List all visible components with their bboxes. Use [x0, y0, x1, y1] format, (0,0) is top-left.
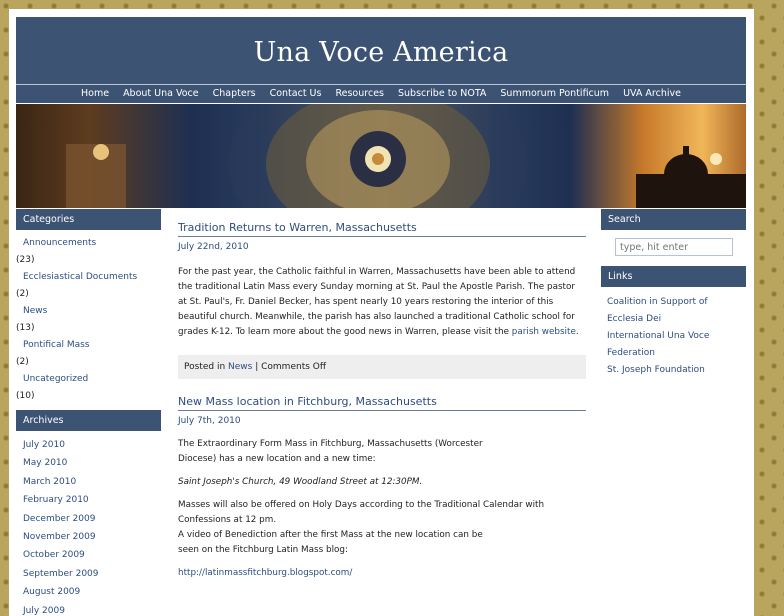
category-count: (2) [16, 357, 29, 367]
post-meta [178, 355, 586, 379]
archive-link[interactable]: August 2009 [23, 587, 81, 598]
nav-summorum-pontificum[interactable]: Summorum Pontificum [500, 88, 610, 99]
main-navigation [16, 85, 746, 103]
category-announcements[interactable]: Announcements [23, 238, 97, 248]
post-line: Confessions at 12 pm. [178, 515, 277, 525]
post-paragraph [178, 437, 586, 467]
nav-about-una-voce[interactable]: About Una Voce [123, 88, 199, 99]
category-ecclesiastical-documents[interactable]: Ecclesiastical Documents [23, 272, 138, 282]
post-paragraph-location: Saint Joseph's Church, 49 Woodland Street at 12:30PM. [178, 477, 423, 487]
post-line: A video of Benediction after the first Mass at the new location can be [178, 530, 483, 540]
post-date: July 22nd, 2010 [178, 242, 249, 252]
post-title[interactable]: Tradition Returns to Warren, Massachusetts [178, 221, 417, 234]
site-header [16, 17, 746, 85]
post-body [178, 265, 586, 340]
posted-in-label: Posted in [184, 362, 226, 372]
archive-link[interactable]: December 2009 [23, 513, 96, 524]
post [178, 395, 586, 581]
main-content [178, 209, 586, 581]
post-paragraph [178, 498, 586, 558]
comments-status: | Comments Off [255, 362, 327, 372]
links-heading: Links [601, 266, 746, 287]
link-coalition-ecclesia-dei[interactable]: Coalition in Support of Ecclesia Dei [607, 297, 708, 324]
nav-contact-us[interactable]: Contact Us [269, 88, 322, 99]
archive-link[interactable]: July 2010 [23, 440, 65, 450]
post-line: seen on the Fitchburg Latin Mass blog: [178, 545, 348, 555]
archive-link[interactable]: November 2009 [23, 532, 96, 543]
nav-chapters[interactable]: Chapters [212, 88, 256, 99]
post-title-divider [178, 410, 586, 411]
nav-subscribe[interactable]: Subscribe to NOTA [398, 88, 487, 99]
site-title[interactable]: Una Voce America [253, 37, 509, 68]
link-st-joseph-foundation[interactable]: St. Joseph Foundation [607, 365, 705, 375]
post-title-divider [178, 236, 586, 237]
right-sidebar [601, 209, 746, 379]
archive-link[interactable]: October 2009 [23, 550, 85, 561]
header-banner-image [16, 104, 746, 208]
post-line: The Extraordinary Form Mass in Fitchburg, Massachusetts (Worcester [178, 439, 483, 449]
archive-link[interactable]: May 2010 [23, 458, 68, 469]
post [178, 221, 586, 379]
archive-link[interactable]: March 2010 [23, 476, 77, 487]
category-news[interactable]: News [23, 306, 48, 316]
post-date: July 7th, 2010 [178, 416, 241, 426]
search-heading: Search [601, 209, 746, 230]
category-count: (10) [16, 391, 35, 401]
archive-link[interactable]: September 2009 [23, 568, 99, 579]
category-count: (2) [16, 289, 29, 299]
post-text: For the past year, the Catholic faithful in Warren, Massachusetts have been able to attend the traditional Latin Mass every Sunday morning at St. Paul the Apostle Parish. The pastor at St. Paul's, Fr. Daniel Becker, has spent nearly 10 years restoring the interior of this beautiful church. Meanwhile, the parish has also launched a traditional Catholic school for grades K-12. To learn more about the good news in Warren, please visit the [178, 267, 576, 337]
archive-link[interactable]: July 2009 [23, 605, 65, 616]
nav-uva-archive[interactable]: UVA Archive [623, 88, 681, 99]
fitchburg-blog-link[interactable]: http://latinmassfitchburg.blogspot.com/ [178, 568, 353, 578]
category-pontifical-mass[interactable]: Pontifical Mass [23, 340, 90, 350]
parish-website-link[interactable]: parish website [511, 327, 576, 337]
post-line: Masses will also be offered on Holy Days according to the Traditional Calendar with [178, 500, 545, 510]
archive-link[interactable]: February 2010 [23, 495, 89, 506]
category-count: (13) [16, 323, 35, 333]
link-una-voce-federation[interactable]: International Una Voce Federation [607, 331, 710, 358]
search-input[interactable] [615, 238, 733, 256]
left-sidebar [16, 209, 161, 616]
nav-resources[interactable]: Resources [335, 88, 384, 99]
category-uncategorized[interactable]: Uncategorized [23, 374, 89, 384]
post-category-link[interactable]: News [228, 362, 253, 372]
category-count: (23) [16, 255, 35, 265]
post-text-end: . [575, 327, 579, 337]
post-line: Diocese) has a new location and a new time: [178, 454, 376, 464]
archives-heading: Archives [16, 410, 161, 431]
banner-artwork [16, 104, 746, 208]
nav-home[interactable]: Home [81, 88, 110, 99]
post-body [178, 437, 586, 581]
post-title[interactable]: New Mass location in Fitchburg, Massachusetts [178, 395, 437, 408]
categories-heading: Categories [16, 209, 161, 230]
page [9, 9, 754, 616]
